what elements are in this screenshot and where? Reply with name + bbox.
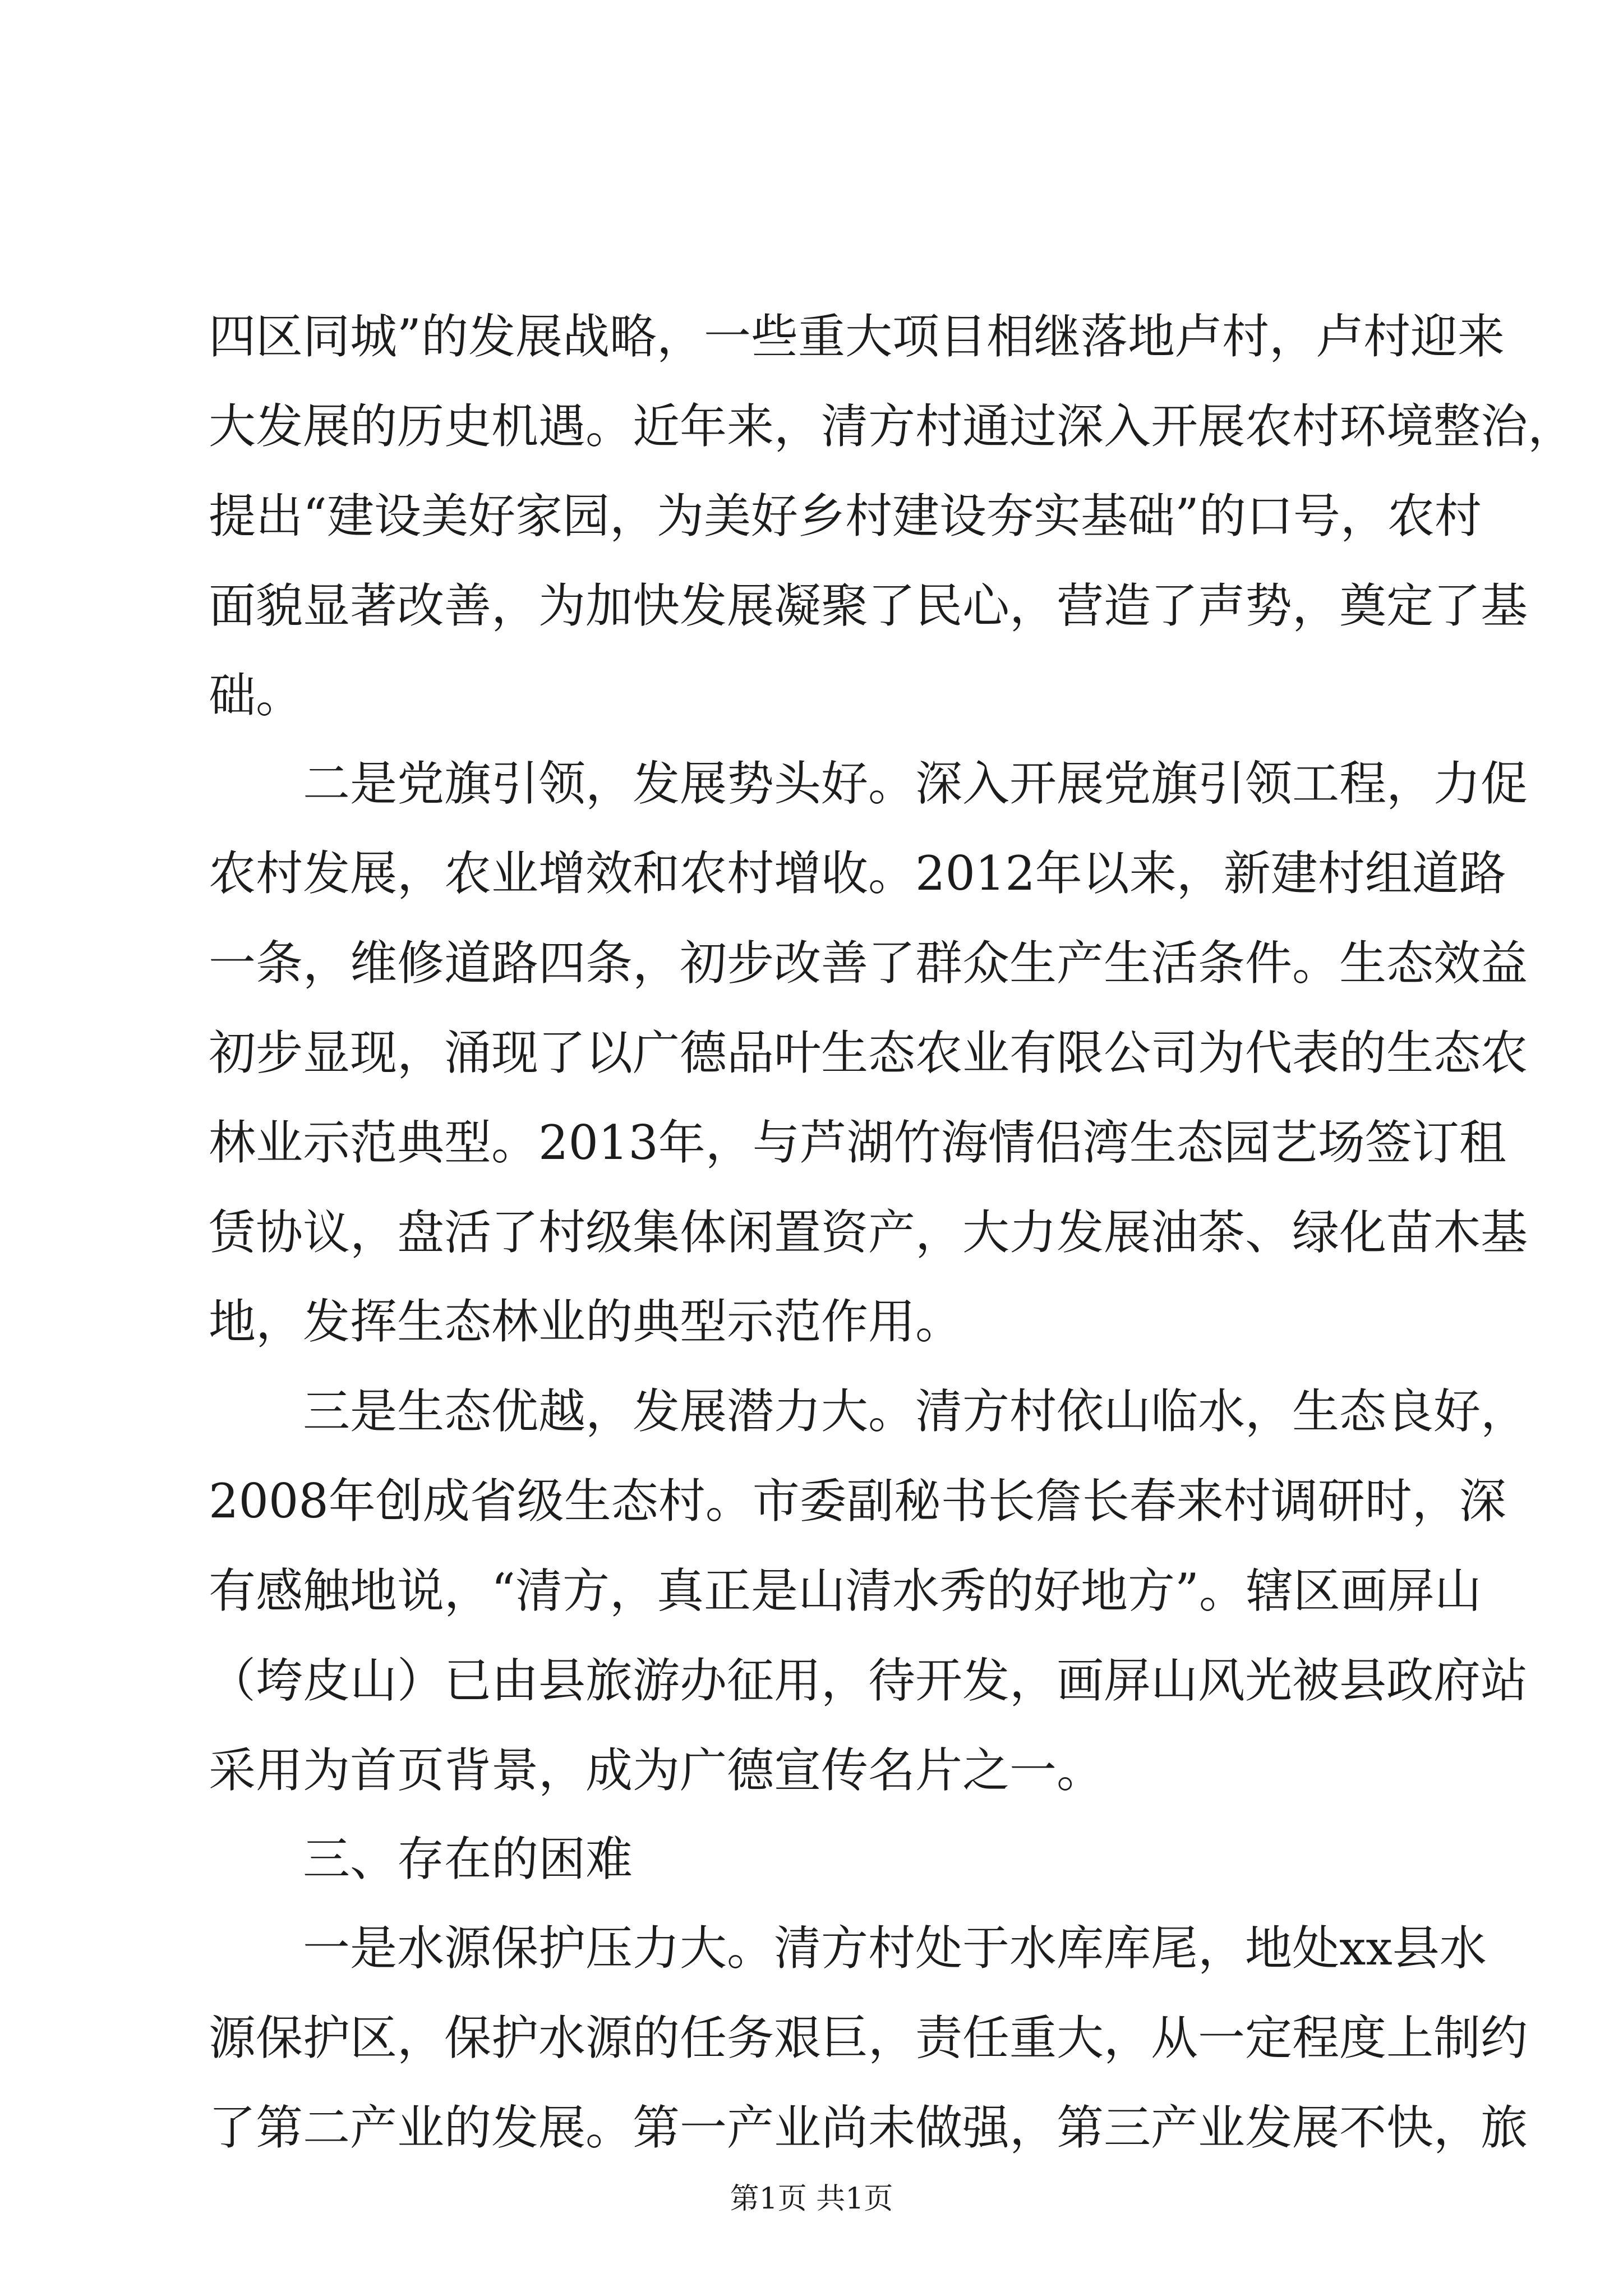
body-line: 提出“建设美好家园，为美好乡村建设夯实基础”的口号，农村 [209, 489, 1482, 544]
body-line: 有感触地说，“清方，真正是山清水秀的好地方”。辖区画屏山 [209, 1563, 1482, 1618]
body-line: 四区同城”的发展战略，一些重大项目相继落地卢村，卢村迎来 [209, 309, 1505, 364]
body-line: 采用为首页背景，成为广德宣传名片之一。 [209, 1743, 1104, 1798]
body-line: 面貌显著改善，为加快发展凝聚了民心，营造了声势，奠定了基 [209, 578, 1528, 633]
body-line: 源保护区，保护水源的任务艰巨，责任重大，从一定程度上制约 [209, 2010, 1528, 2065]
body-line: 2008年创成省级生态村。市委副秘书长詹长春来村调研时，深 [209, 1474, 1506, 1529]
body-line: 初步显现，涌现了以广德品叶生态农业有限公司为代表的生态农 [209, 1025, 1528, 1080]
body-line: 一条，维修道路四条，初步改善了群众生产生活条件。生态效益 [209, 936, 1528, 991]
body-line: 二是党旗引领，发展势头好。深入开展党旗引领工程，力促 [303, 756, 1528, 811]
body-line: 林业示范典型。2013年，与芦湖竹海情侣湾生态园艺场签订租 [209, 1115, 1506, 1170]
body-line: 赁协议，盘活了村级集体闲置资产，大力发展油茶、绿化苗木基 [209, 1205, 1528, 1260]
page-footer: 第1页 共1页 [730, 2182, 893, 2216]
body-line: 地，发挥生态林业的典型示范作用。 [209, 1294, 963, 1349]
body-line: 农村发展，农业增效和农村增收。2012年以来，新建村组道路 [209, 846, 1506, 901]
body-line: 础。 [209, 668, 303, 723]
body-line: 大发展的历史机遇。近年来，清方村通过深入开展农村环境整治， [209, 399, 1575, 454]
body-line: （垮皮山）已由县旅游办征用，待开发，画屏山风光被县政府站 [209, 1653, 1528, 1708]
section-heading: 三、存在的困难 [303, 1832, 633, 1887]
body-line: 一是水源保护压力大。清方村处于水库库尾，地处xx县水 [303, 1921, 1487, 1976]
body-line: 三是生态优越，发展潜力大。清方村依山临水，生态良好， [303, 1384, 1528, 1439]
body-line: 了第二产业的发展。第一产业尚未做强，第三产业发展不快，旅 [209, 2100, 1528, 2155]
